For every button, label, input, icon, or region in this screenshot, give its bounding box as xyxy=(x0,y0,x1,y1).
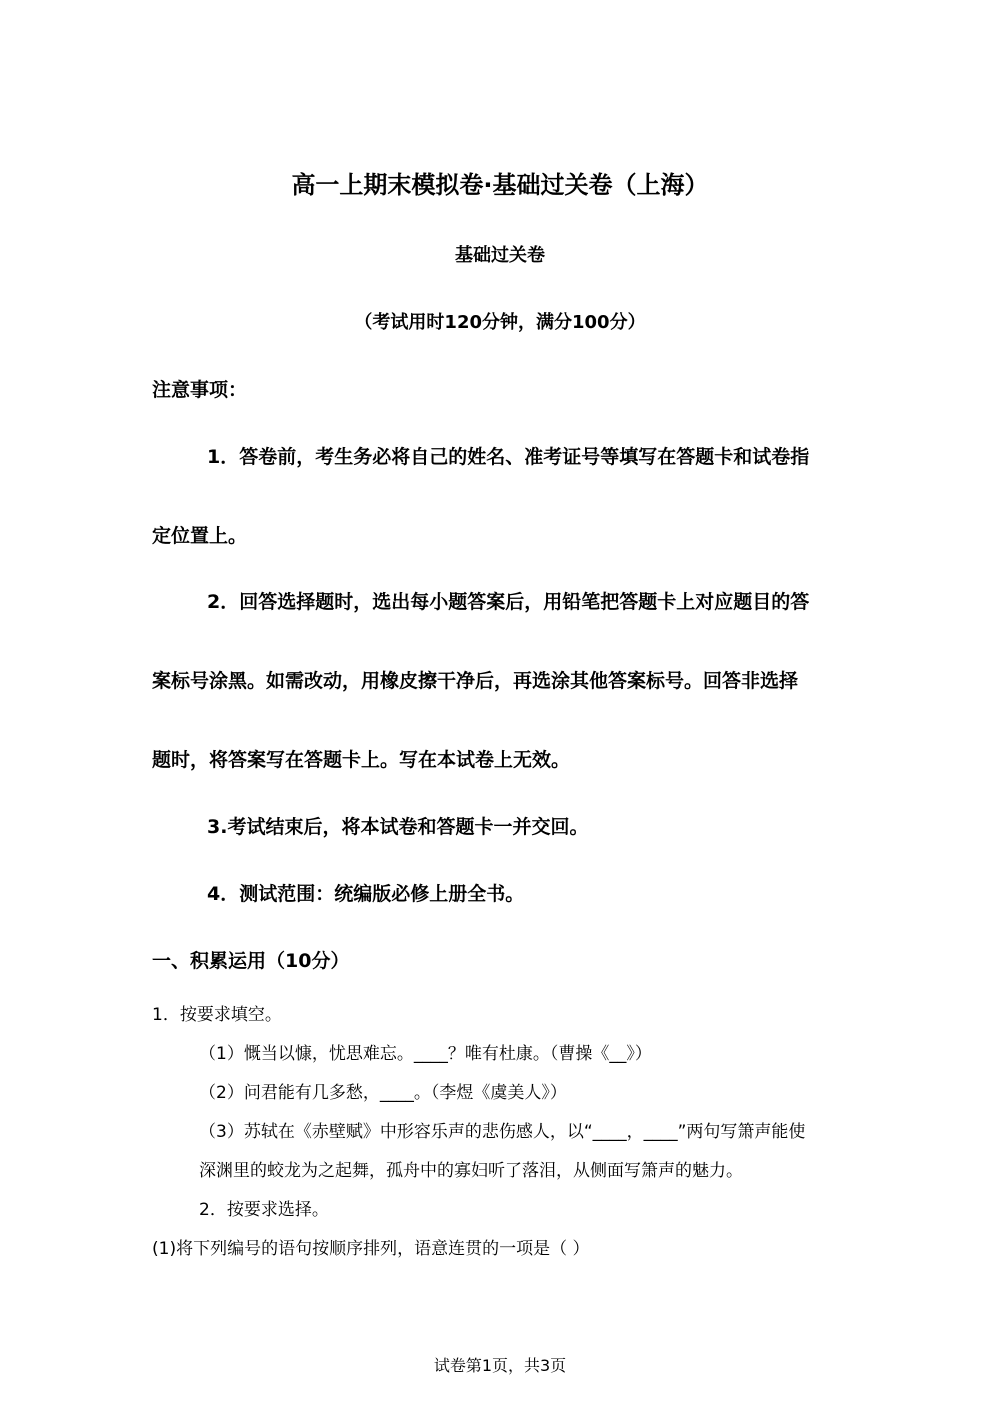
page-footer: 试卷第1页，共3页 xyxy=(433,1356,567,1375)
notice-item-2-line-1: 2．回答选择题时，选出每小题答案后，用铅笔把答题卡上对应题目的答 xyxy=(207,591,810,613)
notice-item-2-line-3: 题时，将答案写在答题卡上。写在本试卷上无效。 xyxy=(152,749,571,771)
notice-heading: 注意事项： xyxy=(152,379,248,401)
question-1-part-2: （2）问君能有几多愁，____。（李煜《虞美人》） xyxy=(199,1083,567,1103)
question-1-part-3-line-1: （3）苏轼在《赤壁赋》中形容乐声的悲伤感人，以“____，____”两句写箫声能使 xyxy=(199,1122,806,1142)
page-subtitle: 基础过关卷 xyxy=(455,245,545,266)
notice-item-4: 4．测试范围：统编版必修上册全书。 xyxy=(207,883,525,905)
notice-item-2-line-2: 案标号涂黑。如需改动，用橡皮擦干净后，再选涂其他答案标号。回答非选择 xyxy=(152,670,799,692)
section-1-heading: 一、积累运用（10分） xyxy=(152,950,350,972)
notice-item-3: 3.考试结束后，将本试卷和答题卡一并交回。 xyxy=(207,816,589,838)
question-1-part-1: （1）慨当以慷，忧思难忘。____？唯有杜康。（曹操《__》） xyxy=(199,1044,652,1064)
question-1-part-3-line-2: 深渊里的蛟龙为之起舞，孤舟中的寡妇听了落泪，从侧面写箫声的魅力。 xyxy=(199,1161,743,1181)
question-1-stem: 1．按要求填空。 xyxy=(152,1005,282,1025)
question-2-stem: 2．按要求选择。 xyxy=(199,1200,329,1220)
page-title: 高一上期末模拟卷·基础过关卷（上海） xyxy=(291,171,709,199)
notice-item-1-line-1: 1．答卷前，考生务必将自己的姓名、准考证号等填写在答题卡和试卷指 xyxy=(207,446,810,468)
exam-info: （考试用时120分钟，满分100分） xyxy=(354,312,646,333)
question-2-part-1: (1)将下列编号的语句按顺序排列，语意连贯的一项是（ ） xyxy=(152,1239,590,1259)
notice-item-1-line-2: 定位置上。 xyxy=(152,525,248,547)
